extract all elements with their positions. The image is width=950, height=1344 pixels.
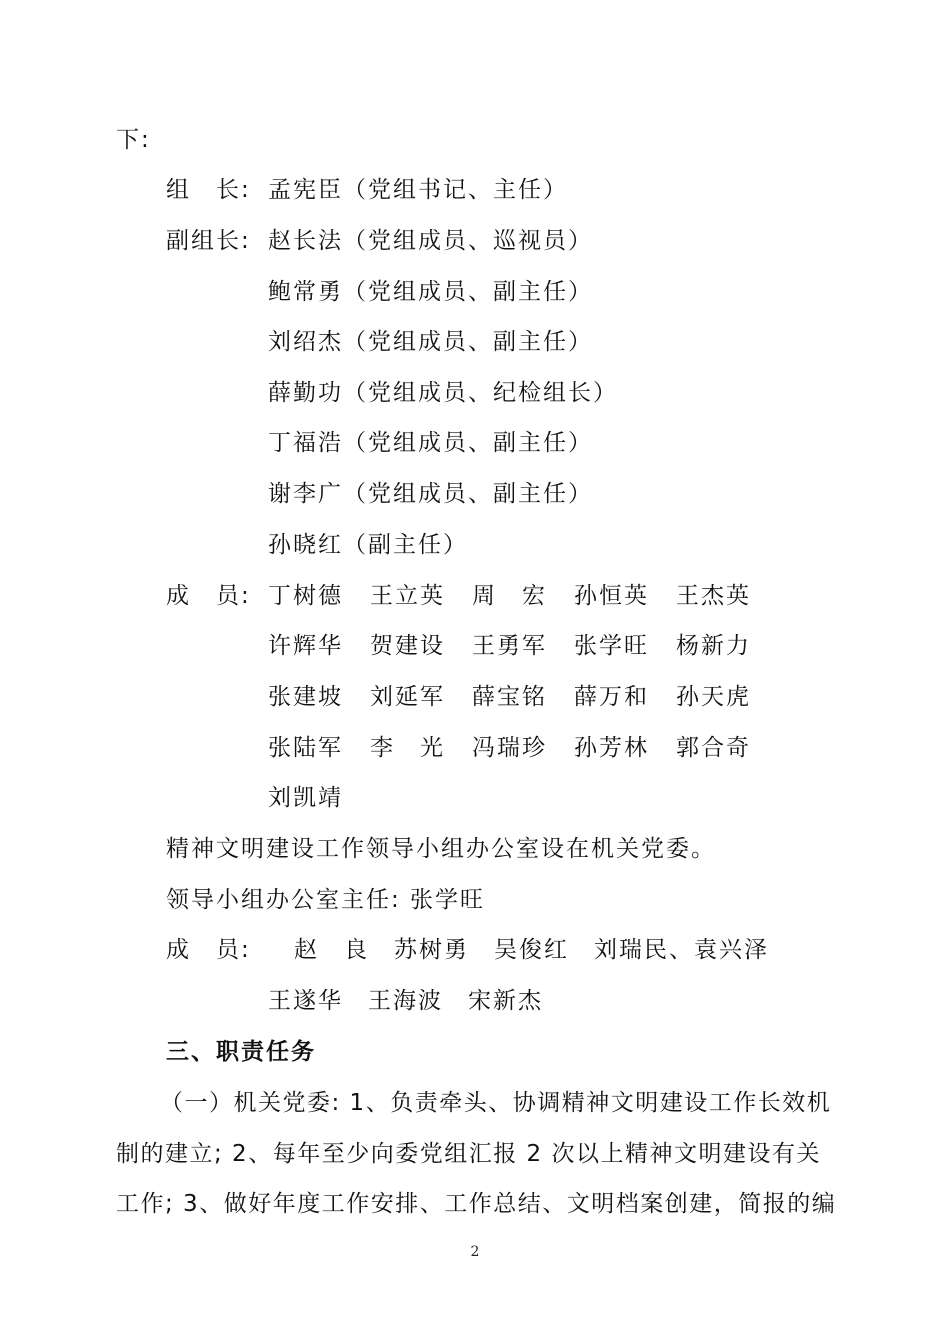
intro-text: 下: — [116, 127, 151, 153]
deputy-entry: 丁福浩（党组成员、副主任） — [268, 430, 593, 456]
member-name: 李 光 — [370, 735, 445, 761]
section-title: 三、职责任务 — [166, 1039, 316, 1065]
member-name: 薛宝铭 — [472, 684, 547, 710]
member-name: 冯瑞珍 — [472, 735, 547, 761]
leader-entry: 孟宪臣（党组书记、主任） — [268, 177, 568, 203]
member-name: 薛万和 — [574, 684, 649, 710]
member-name: 刘延军 — [370, 684, 445, 710]
deputy-entry: 赵长法（党组成员、巡视员） — [268, 228, 593, 254]
paragraph-line: 制的建立; 2、每年至少向委党组汇报 2 次以上精神文明建设有关 — [116, 1141, 821, 1167]
deputy-entry: 孙晓红（副主任） — [268, 532, 468, 558]
member-name: 张陆军 — [268, 735, 343, 761]
member-name: 周 宏 — [472, 583, 547, 609]
member-name: 王杰英 — [676, 583, 751, 609]
deputy-entry: 薛勤功（党组成员、纪检组长） — [268, 380, 618, 406]
member-name: 孙芳林 — [574, 735, 649, 761]
deputy-entry: 刘绍杰（党组成员、副主任） — [268, 329, 593, 355]
office-members-label: 成 员: — [166, 937, 251, 963]
deputy-entry: 谢李广（党组成员、副主任） — [268, 481, 593, 507]
members-row — [268, 580, 778, 612]
member-name: 王立英 — [370, 583, 445, 609]
member-name: 孙恒英 — [574, 583, 649, 609]
member-name: 郭合奇 — [676, 735, 751, 761]
members-row — [268, 681, 778, 713]
member-name: 丁树德 — [268, 583, 343, 609]
office-members-row: 赵 良 苏树勇 吴俊红 刘瑞民、袁兴泽 — [294, 937, 769, 963]
member-name: 杨新力 — [676, 633, 751, 659]
members-row — [268, 782, 370, 814]
member-name: 贺建设 — [370, 633, 445, 659]
leader-label: 组 长: — [166, 177, 251, 203]
member-name: 张学旺 — [574, 633, 649, 659]
members-row — [268, 732, 778, 764]
member-name: 张建坡 — [268, 684, 343, 710]
office-members-row: 王遂华 王海波 宋新杰 — [268, 988, 543, 1014]
member-name: 孙天虎 — [676, 684, 751, 710]
paragraph-line: （一）机关党委: 1、负责牵头、协调精神文明建设工作长效机 — [160, 1090, 832, 1116]
deputy-label: 副组长: — [166, 228, 251, 254]
office-head: 领导小组办公室主任: 张学旺 — [166, 887, 486, 913]
deputy-entry: 鲍常勇（党组成员、副主任） — [268, 279, 593, 305]
paragraph-line: 工作; 3、做好年度工作安排、工作总结、文明档案创建，简报的编 — [116, 1191, 837, 1217]
member-name: 许辉华 — [268, 633, 343, 659]
member-name: 王勇军 — [472, 633, 547, 659]
page-number: 2 — [470, 1244, 480, 1260]
office-note: 精神文明建设工作领导小组办公室设在机关党委。 — [166, 836, 716, 862]
members-label: 成 员: — [166, 583, 251, 609]
members-row — [268, 630, 778, 662]
member-name: 刘凯靖 — [268, 785, 343, 811]
